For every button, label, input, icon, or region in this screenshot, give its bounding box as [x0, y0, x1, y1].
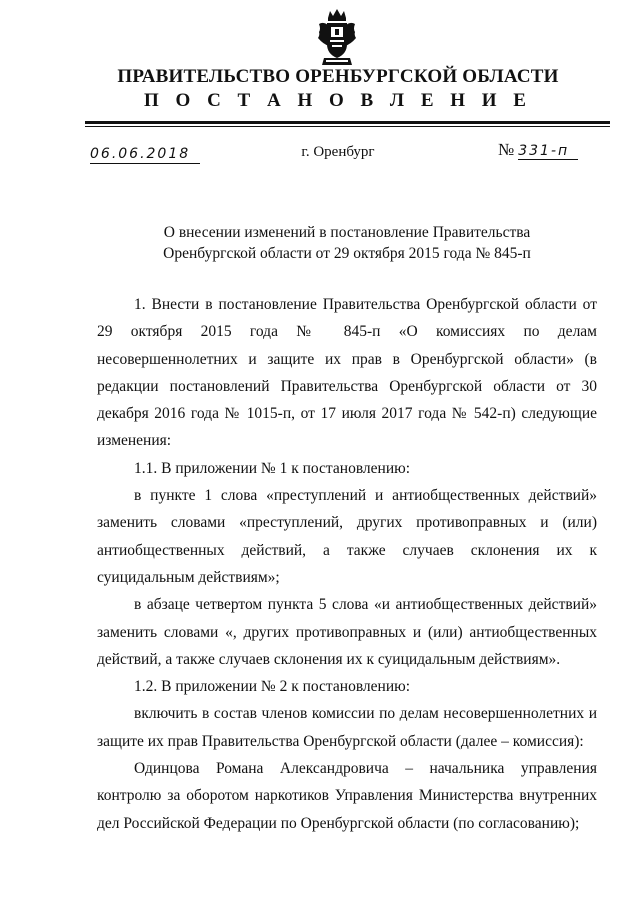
document-title-line: О внесении изменений в постановление Правительства: [163, 224, 531, 241]
body-paragraph: Одинцова Романа Александровича – начальника управления контролю за оборотом наркотиков Управления Министерства внутренних дел Российской Федерации по Оренбургской области (по согласованию);: [97, 760, 597, 832]
header-divider-thin: [85, 126, 610, 127]
body-paragraph: в абзаце четвертом пункта 5 слова «и антиобщественных действий» заменить словами «, других противоправных и (или) антиобщественных действий, а также случаев склонения их к суицидальным действиям».: [97, 596, 597, 668]
document-city: г. Оренбург: [301, 144, 375, 160]
document-title-line: Оренбургской области от 29 октября 2015 года № 845-п: [163, 245, 531, 262]
body-paragraph: в пункте 1 слова «преступлений и антиобщественных действий» заменить словами «преступлений, других противоправных и (или) антиобщественных действий, а также случаев склонения их к суицидальным действиям»;: [97, 487, 597, 586]
body-paragraph: 1.1. В приложении № 1 к постановлению:: [134, 459, 411, 477]
document-number-value: 331-п: [518, 143, 578, 160]
coat-of-arms-icon: [316, 8, 358, 66]
document-number: [498, 140, 578, 160]
document-body: [97, 291, 597, 837]
body-paragraph: включить в состав членов комиссии по делам несовершеннолетних и защите их прав Правительства Оренбургской области (далее – комиссия):: [97, 705, 597, 750]
body-paragraph: 1. Внести в постановление Правительства Оренбургской области от 29 октября 2015 года № 845-п «О комиссиях по делам несовершеннолетних и защите их прав в Оренбургской области» (в редакции постановлений Правительства Оренбургской области от 30 декабря 2016 года № 1015-п, от 17 июля 2017 года № 542-п) следующие изменения:: [97, 296, 597, 450]
document-number-label: №: [498, 140, 515, 159]
header-divider-thick: [85, 121, 610, 124]
document-title: [97, 222, 597, 264]
document-type: П О С Т А Н О В Л Е Н И Е: [144, 90, 532, 111]
document-date: 06.06.2018: [90, 146, 200, 164]
body-paragraph: 1.2. В приложении № 2 к постановлению:: [134, 678, 411, 696]
government-name: ПРАВИТЕЛЬСТВО ОРЕНБУРГСКОЙ ОБЛАСТИ: [117, 66, 559, 87]
